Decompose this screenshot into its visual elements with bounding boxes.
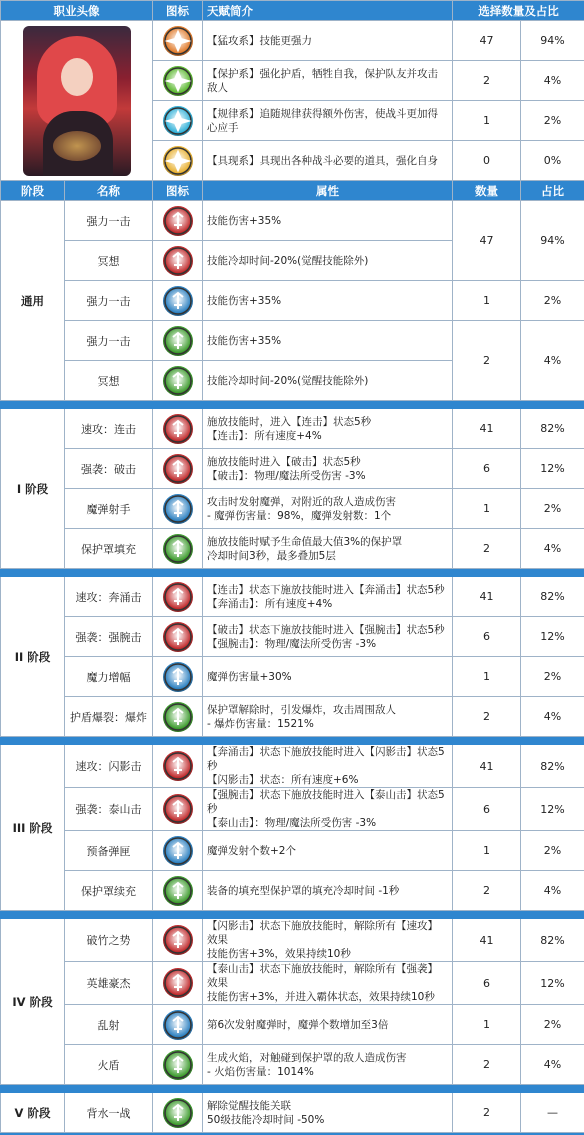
attr-line: 技能伤害+35% [207,214,282,227]
header-pct: 占比 [521,181,584,201]
talent-pct: — [521,1093,584,1133]
header-row-2 [1,181,584,201]
talent-icon [163,1098,193,1128]
talent-pct: 4% [521,529,584,569]
type-count: 2 [453,61,521,101]
attr-line: 【闪影击】状态：所有速度+6% [207,774,359,786]
type-pct: 4% [521,61,584,101]
attr-cell [203,962,453,1005]
attr-line: 装备的填充型保护罩的填充冷却时间 -1秒 [207,884,400,897]
attr-line: 【破击】状态下施放技能时进入【强腕击】状态5秒 [207,623,445,636]
stage-row [1,1093,584,1133]
type-count: 47 [453,21,521,61]
attr-line: 魔弹伤害量+30% [207,670,292,683]
attr-line: 【泰山击】状态下施放技能时，解除所有【强袭】效果 [207,963,438,989]
talent-icon-cell [153,617,203,657]
talent-pct: 4% [521,697,584,737]
character-portrait [23,26,131,176]
portrait-cell [1,21,153,181]
general-row [1,281,584,321]
general-row [1,321,584,361]
attr-line: 【强腕击】：物理/魔法所受伤害 -3% [207,637,377,650]
group-count: 2 [453,321,521,401]
stage-row [1,919,584,962]
attr-line: 【强腕击】状态下施放技能时进入【泰山击】状态5秒 [207,789,445,815]
talent-icon [163,1010,193,1040]
group-pct: 4% [521,321,584,401]
talent-count: 1 [453,1005,521,1045]
stage-label: 通用 [1,201,65,401]
talent-icon-cell [153,1005,203,1045]
attr-cell [203,529,453,569]
attr-cell [203,788,453,831]
header-name-visible: 名称 [65,181,153,201]
header-portrait: 职业头像 [1,1,153,21]
talent-icon [163,26,193,56]
attr-cell [203,831,453,871]
talent-icon-cell [153,1045,203,1085]
general-row [1,201,584,241]
talent-icon [163,106,193,136]
talent-name: 冥想 [65,241,153,281]
group-pct: 2% [521,281,584,321]
stage-row [1,962,584,1005]
header-icon: 图标 [153,1,203,21]
talent-icon [163,66,193,96]
talent-count: 1 [453,489,521,529]
talent-count: 41 [453,409,521,449]
talent-icon-cell [153,321,203,361]
attr-cell [203,745,453,788]
talent-pct: 4% [521,871,584,911]
attr-cell [203,449,453,489]
attr-cell [203,321,453,361]
talent-name: 保护罩填充 [65,529,153,569]
talent-icon [163,1050,193,1080]
talent-icon [163,534,193,564]
talent-pct: 82% [521,577,584,617]
talent-icon [163,794,193,824]
talent-count: 6 [453,962,521,1005]
stage-row [1,529,584,569]
attr-cell [203,577,453,617]
attr-cell [203,489,453,529]
talent-pct: 2% [521,831,584,871]
talent-icon [163,662,193,692]
talent-name: 英雄豪杰 [65,962,153,1005]
talent-icon [163,876,193,906]
type-count: 1 [453,101,521,141]
talent-name: 强力一击 [65,321,153,361]
attr-line: 【奔涌击】：所有速度+4% [207,597,333,610]
talent-icon [163,326,193,356]
attr-cell [203,697,453,737]
header-select: 选择数量及占比 [453,1,584,21]
type-pct: 94% [521,21,584,61]
talent-icon [163,206,193,236]
section-separator [1,737,584,745]
attr-cell [203,1093,453,1133]
type-description: 【保护系】强化护盾，牺牲自我，保护队友并攻击敌人 [203,61,453,101]
attr-line: 【破击】：物理/魔法所受伤害 -3% [207,469,366,482]
talent-icon-cell [153,409,203,449]
talent-count: 6 [453,788,521,831]
section-separator [1,401,584,409]
group-count: 47 [453,201,521,281]
attr-line: 【闪影击】状态下施放技能时，解除所有【速攻】效果 [207,920,438,946]
stage-row [1,697,584,737]
talent-name: 强袭：泰山击 [65,788,153,831]
attr-line: - 爆炸伤害量：1521% [207,717,314,730]
talent-icon-cell [153,745,203,788]
stage-row [1,788,584,831]
talent-name: 护盾爆裂：爆炸 [65,697,153,737]
attr-cell [203,1045,453,1085]
attr-line: 【连击】：所有速度+4% [207,429,322,442]
attr-line: 攻击时发射魔弹，对附近的敌人造成伤害 [207,495,396,508]
stage-row [1,577,584,617]
type-count: 0 [453,141,521,181]
talent-icon [163,286,193,316]
attr-cell [203,409,453,449]
talent-icon [163,925,193,955]
talent-icon [163,582,193,612]
talent-icon-cell [153,281,203,321]
talent-name: 背水一战 [65,1093,153,1133]
talent-name: 强力一击 [65,281,153,321]
header-count: 数量 [453,181,521,201]
talent-count: 41 [453,577,521,617]
talent-pct: 2% [521,489,584,529]
talent-icon-cell [153,871,203,911]
talent-pct: 82% [521,409,584,449]
talent-pct: 4% [521,1045,584,1085]
attr-line: 解除觉醒技能关联 [207,1099,291,1112]
attr-cell [203,919,453,962]
talent-name: 速攻：闪影击 [65,745,153,788]
talent-icon [163,702,193,732]
stage-row [1,657,584,697]
talent-name: 速攻：连击 [65,409,153,449]
talent-icon-cell [153,489,203,529]
attr-line: 魔弹发射个数+2个 [207,844,296,857]
talent-icon [163,366,193,396]
talent-icon-cell [153,241,203,281]
talent-icon-cell [153,697,203,737]
type-description: 【规律系】追随规律获得额外伤害，使战斗更加得心应手 [203,101,453,141]
talent-count: 2 [453,871,521,911]
talent-icon [163,454,193,484]
talent-pct: 12% [521,788,584,831]
header-intro: 天赋简介 [203,1,453,21]
stage-row [1,871,584,911]
type-icon-cell [153,61,203,101]
attr-line: 技能冷却时间-20%(觉醒技能除外) [207,254,369,267]
header-stage: 阶段 [1,181,65,201]
talent-count: 1 [453,657,521,697]
attr-line: 技能伤害+3%，效果持续10秒 [207,948,351,960]
talent-name: 乱射 [65,1005,153,1045]
attr-cell [203,361,453,401]
stage-row [1,1005,584,1045]
talent-icon-cell [153,201,203,241]
attr-line: 技能伤害+35% [207,294,282,307]
attr-cell [203,201,453,241]
header-attr: 属性 [203,181,453,201]
talent-icon [163,751,193,781]
talent-name: 强袭：强腕击 [65,617,153,657]
stage-row [1,617,584,657]
attr-cell [203,281,453,321]
attr-line: 技能伤害+3%，并进入霸体状态，效果持续10秒 [207,991,435,1003]
talent-pct: 12% [521,962,584,1005]
attr-line: 施放技能时，进入【连击】状态5秒 [207,415,372,428]
talent-icon-cell [153,962,203,1005]
attr-line: 施放技能时进入【破击】状态5秒 [207,455,361,468]
attr-line: 第6次发射魔弹时，魔弹个数增加至3倍 [207,1018,389,1031]
attr-line: 生成火焰，对触碰到保护罩的敌人造成伤害 [207,1051,407,1064]
stage-row [1,831,584,871]
talent-icon [163,246,193,276]
talent-count: 41 [453,919,521,962]
stage-row [1,745,584,788]
attr-cell [203,1005,453,1045]
stage-row [1,449,584,489]
attr-line: - 魔弹伤害量：98%，魔弹发射数：1个 [207,509,392,522]
section-separator [1,569,584,577]
talent-icon [163,494,193,524]
talent-name: 魔弹射手 [65,489,153,529]
stage-row [1,409,584,449]
talent-name: 强袭：破击 [65,449,153,489]
talent-pct: 2% [521,1005,584,1045]
group-count: 1 [453,281,521,321]
talent-icon-cell [153,449,203,489]
attr-cell [203,657,453,697]
attr-line: 技能伤害+35% [207,334,282,347]
talent-count: 1 [453,831,521,871]
talent-icon [163,414,193,444]
attr-line: 【连击】状态下施放技能时进入【奔涌击】状态5秒 [207,583,445,596]
talent-name: 魔力增幅 [65,657,153,697]
talent-name: 保护罩续充 [65,871,153,911]
type-description: 【具现系】具现出各种战斗必要的道具，强化自身 [203,141,453,181]
attr-cell [203,871,453,911]
stage-label: II 阶段 [1,577,65,737]
talent-pct: 82% [521,745,584,788]
attr-line: 技能冷却时间-20%(觉醒技能除外) [207,374,369,387]
talent-icon-cell [153,1093,203,1133]
attr-line: 施放技能时赋予生命值最大值3%的保护罩 [207,535,403,548]
talent-icon-cell [153,361,203,401]
talent-icon [163,836,193,866]
section-separator [1,911,584,919]
talent-icon-cell [153,919,203,962]
talent-count: 2 [453,529,521,569]
type-icon-cell [153,101,203,141]
stage-label: III 阶段 [1,745,65,911]
talent-pct: 12% [521,617,584,657]
stage-row [1,489,584,529]
attr-cell [203,617,453,657]
talent-icon [163,146,193,176]
attr-line: 【奔涌击】状态下施放技能时进入【闪影击】状态5秒 [207,746,445,772]
talent-count: 6 [453,617,521,657]
attr-cell [203,241,453,281]
talent-pct: 12% [521,449,584,489]
talent-pct: 2% [521,657,584,697]
type-icon-cell [153,141,203,181]
talent-count: 2 [453,1045,521,1085]
section-separator [1,1085,584,1093]
talent-name: 速攻：奔涌击 [65,577,153,617]
talent-type-row [1,21,584,61]
stage-label: I 阶段 [1,409,65,569]
stage-label: V 阶段 [1,1093,65,1133]
header-icon-2: 图标 [153,181,203,201]
talent-icon-cell [153,657,203,697]
header-row [1,1,584,21]
talent-icon-cell [153,788,203,831]
talent-icon-cell [153,529,203,569]
type-icon-cell [153,21,203,61]
attr-line: 【泰山击】：物理/魔法所受伤害 -3% [207,817,377,829]
stage-row [1,1045,584,1085]
group-pct: 94% [521,201,584,281]
talent-count: 6 [453,449,521,489]
talent-icon [163,622,193,652]
type-description: 【猛攻系】技能更强力 [203,21,453,61]
talent-icon-cell [153,831,203,871]
talent-count: 2 [453,697,521,737]
talent-name: 破竹之势 [65,919,153,962]
stage-label: IV 阶段 [1,919,65,1085]
attr-line: - 火焰伤害量：1014% [207,1065,314,1078]
talent-count: 2 [453,1093,521,1133]
talent-name: 强力一击 [65,201,153,241]
talent-count: 41 [453,745,521,788]
talent-pct: 82% [521,919,584,962]
talent-icon [163,968,193,998]
talent-name: 火盾 [65,1045,153,1085]
talent-name: 预备弹匣 [65,831,153,871]
attr-line: 50级技能冷却时间 -50% [207,1113,325,1126]
type-pct: 2% [521,101,584,141]
type-pct: 0% [521,141,584,181]
talent-icon-cell [153,577,203,617]
talent-name: 冥想 [65,361,153,401]
attr-line: 冷却时间3秒，最多叠加5层 [207,549,336,562]
attr-line: 保护罩解除时，引发爆炸，攻击周围敌人 [207,703,396,716]
